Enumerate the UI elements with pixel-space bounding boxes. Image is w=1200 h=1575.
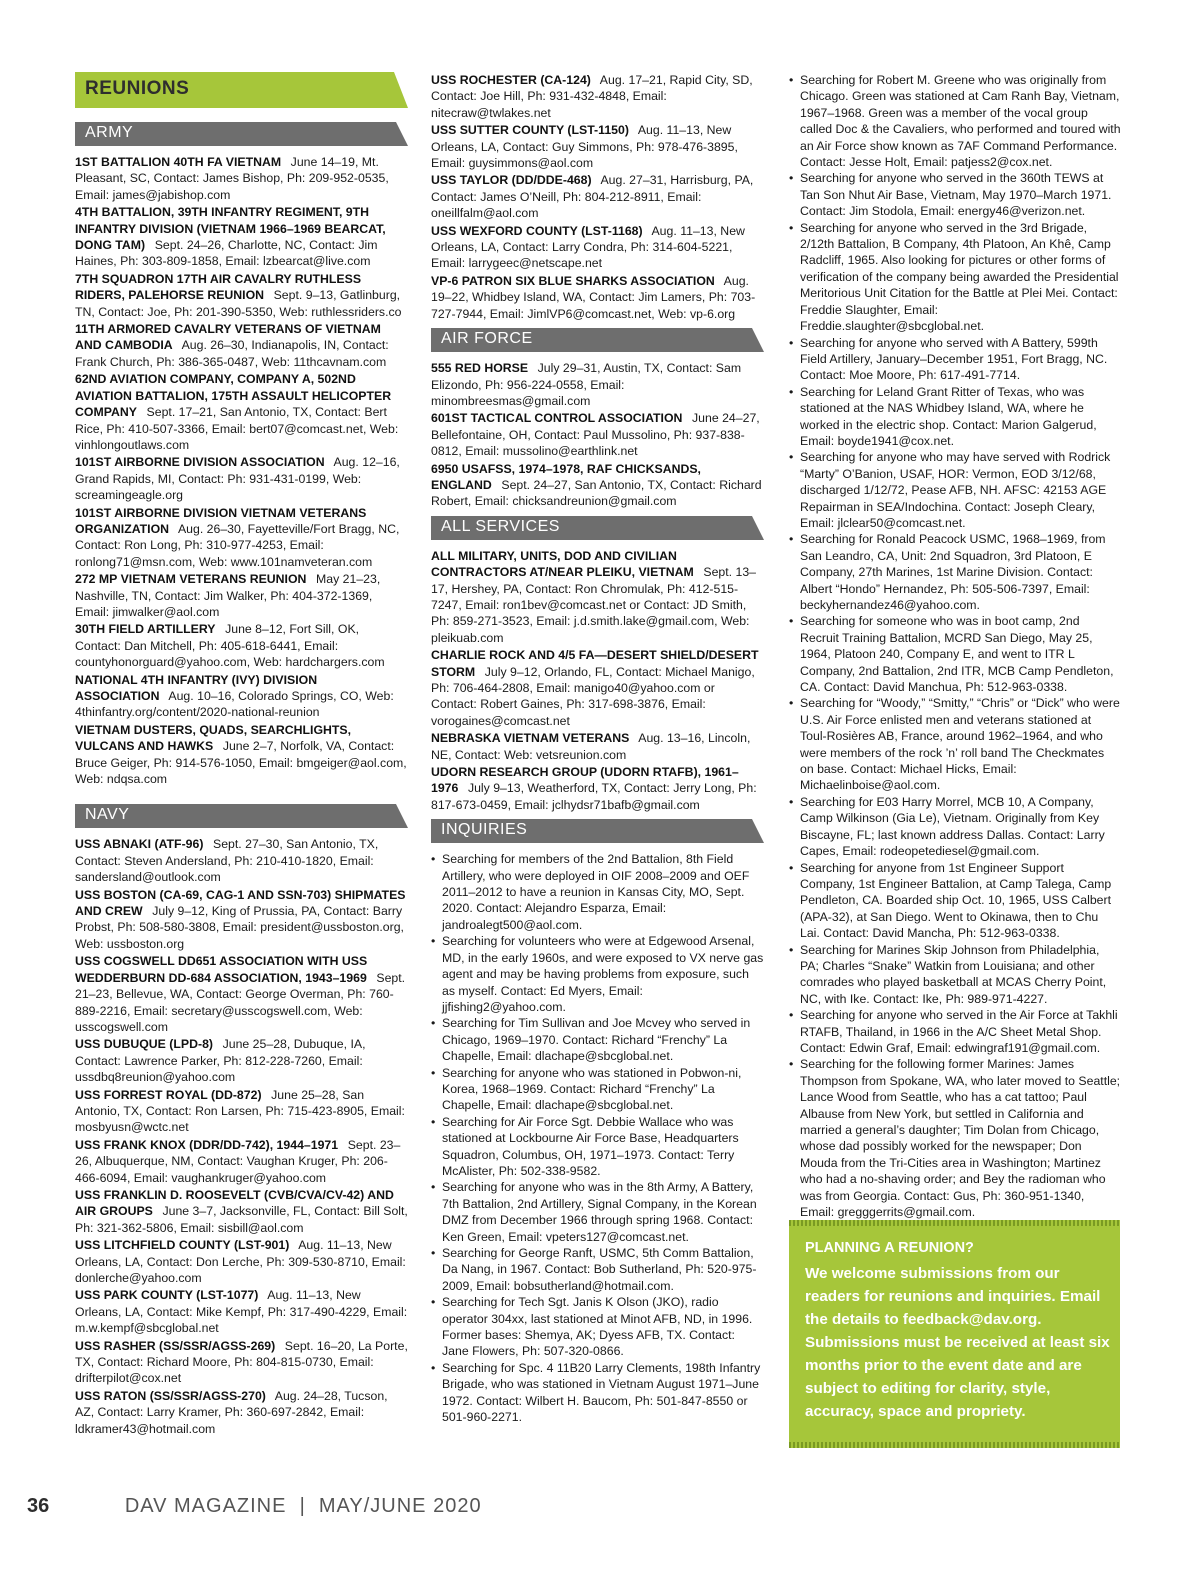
reunion-entry-name: USS LITCHFIELD COUNTY (LST-901) xyxy=(75,1238,290,1253)
reunion-entry-details: July 9–12, King of Prussia, PA, Contact: Barry Probst, Ph: 508-580-3808, Email: president@ussboston.org, Web: ussboston.org xyxy=(75,904,404,951)
reunion-entry-name: USS ROCHESTER (CA-124) xyxy=(431,73,591,87)
reunion-entry-name: NATIONAL 4TH INFANTRY (IVY) DIVISION ASSOCIATION xyxy=(75,672,318,703)
reunion-entry-name: 601ST TACTICAL CONTROL ASSOCIATION xyxy=(431,411,683,426)
reunion-entry-name: 272 MP VIETNAM VETERANS REUNION xyxy=(75,572,307,587)
army-section-header xyxy=(75,122,408,146)
reunion-entry-name: USS WEXFORD COUNTY (LST-1168) xyxy=(431,223,643,238)
planning-reunion-box xyxy=(789,1220,1120,1448)
army-list xyxy=(75,154,408,787)
reunion-entry-details: June 25–28, San Antonio, TX, Contact: Ron Larsen, Ph: 715-423-8905, Email: mosbyusn@wctc.net xyxy=(75,1087,405,1135)
page-number: 36 xyxy=(27,1495,50,1517)
reunion-entry-details: Sept. 13–17, Hershey, PA, Contact: Ron Chromulak, Ph: 412-515-7247, Email: ron1bev@comcast.net or Contact: JD Smith, Ph: 859-271-3523, Email: j.d.smith.lake@gmail.com, Web: pleikuab.com xyxy=(431,565,757,645)
army-heading: ARMY xyxy=(85,124,134,141)
reunion-entry xyxy=(75,887,408,953)
reunion-entry-details: Aug. 12–16, Grand Rapids, MI, Contact: Ph: 931-431-0199, Web: screamingeagle.org xyxy=(75,455,400,503)
inquiry-item: • Searching for anyone who served in the 3rd Brigade, 2/12th Battalion, B Company, 4th Platoon, An Khê, Camp Radcliff, 1965. Also looking for pictures or other forms of verification of the company being awarded the Presidential Meritorious Unit Citation for the Battle at Plei Mei. Contact: Freddie Slaughter, Email: Freddie.slaughter@sbcglobal.net. xyxy=(789,220,1121,335)
reunion-entry-name: USS PARK COUNTY (LST-1077) xyxy=(75,1288,259,1303)
inquiry-item: • Searching for anyone who may have served with Rodrick “Marty” O’Banion, USAF, HOR: Vermon, EOD 3/12/68, discharged 1/12/72, Pease AFB, NH. AFSC: 42153 AGE Repairman in SEA/Indochina. Contact: Joseph Cleary, Email: jlclear50@comcast.net. xyxy=(789,449,1121,531)
reunion-entry-details: Sept. 21–23, Bellevue, WA, Contact: George Overman, Ph: 760-889-2216, Email: secretary@usscogswell.com, Web: usscogswell.com xyxy=(75,970,406,1034)
reunion-entry-details: Aug. 11–13, New Orleans, LA, Contact: Mike Kempf, Ph: 317-490-4229, Email: m.w.kempf@sbcglobal.net xyxy=(75,1288,408,1336)
inquiry-item: • Searching for Leland Grant Ritter of Texas, who was stationed at the NAS Whidbey Island, WA, where he worked in the electric shop. Contact: Marion Galgerud, Email: boyde1941@cox.net. xyxy=(789,384,1121,450)
reunion-entry xyxy=(75,722,408,788)
reunion-entry xyxy=(431,461,764,510)
inquiry-item: • Searching for anyone who served in the 360th TEWS at Tan Son Nhut Air Base, Vietnam, May 1970–March 1971. Contact: Jim Stodola, Email: energy46@verizon.net. xyxy=(789,170,1121,219)
reunion-entry-details: Aug. 11–13, New Orleans, LA, Contact: Guy Simmons, Ph: 978-476-3895, Email: guysimmons@aol.com xyxy=(431,123,738,171)
reunion-entry-details: Aug. 17–21, Rapid City, SD, Contact: Joe Hill, Ph: 931-432-4848, Email: nitecraw@twlakes.net xyxy=(431,73,753,120)
reunion-entry xyxy=(431,223,764,272)
inquiry-item: • Searching for anyone who was stationed in Pobwon-ni, Korea, 1968–1969. Contact: Richard “Frenchy” La Chapelle, Email: dlachape@sbcglobal.net. xyxy=(431,1065,764,1114)
reunion-entry-name: VIETNAM DUSTERS, QUADS, SEARCHLIGHTS, VULCANS AND HAWKS xyxy=(75,722,352,754)
reunion-entry-details: Sept. 24–26, Charlotte, NC, Contact: Jim Haines, Ph: 303-809-1858, Email: lzbearcat@live.com xyxy=(75,238,378,269)
reunion-entry xyxy=(75,1338,408,1387)
inquiry-item: • Searching for anyone who served in the Air Force at Takhli RTAFB, Thailand, in 1966 in the A/C Sheet Metal Shop. Contact: Edwin Graf, Email: edwingraf191@gmail.com. xyxy=(789,1007,1121,1056)
inquiries-section-header xyxy=(431,819,764,843)
reunion-entry-details: Aug. 11–13, New Orleans, LA, Contact: Larry Condra, Ph: 314-604-5221, Email: larrygeec@netscape.net xyxy=(431,223,745,271)
reunion-entry-name: 101ST AIRBORNE DIVISION ASSOCIATION xyxy=(75,455,325,470)
airforce-list xyxy=(431,360,764,510)
reunion-entry-details: Sept. 17–21, San Antonio, TX, Contact: Bert Rice, Ph: 410-507-3366, Email: bert07@comcast.net, Web: vinhlongoutlaws.com xyxy=(75,405,399,452)
reunion-entry xyxy=(431,548,764,646)
reunion-entry-details: June 14–19, Mt. Pleasant, SC, Contact: James Bishop, Ph: 209-952-0535, Email: james@jabishop.com xyxy=(75,155,389,202)
inquiry-item: • Searching for anyone from 1st Engineer Support Company, 1st Engineer Battalion, at Camp Talega, Camp Pendleton, CA. Boarded ship Oct. 10, 1965, USS Calbert (APA-32), at San Diego. Went to Okinawa, then to Chu Lai. Contact: David Mancha, Ph: 512-963-0338. xyxy=(789,860,1121,942)
reunion-entry-details: July 29–31, Austin, TX, Contact: Sam Elizondo, Ph: 956-224-0558, Email: minombreesmas@gmail.com xyxy=(431,361,742,408)
airforce-heading: AIR FORCE xyxy=(441,330,533,348)
reunion-entry xyxy=(75,672,408,721)
reunion-entry-details: May 21–23, Nashville, TN, Contact: Jim Walker, Ph: 404-372-1369, Email: jimwalker@aol.com xyxy=(75,572,381,619)
reunion-entry-details: July 9–12, Orlando, FL, Contact: Michael Manigo, Ph: 706-464-2808, Email: manigo40@yahoo.com or Contact: Robert Gaines, Ph: 317-698-3876, Email: vorogaines@comcast.net xyxy=(431,664,755,728)
reunion-entry-details: June 25–28, Dubuque, IA, Contact: Lawrence Parker, Ph: 812-228-7260, Email: ussdbq8reunion@yahoo.com xyxy=(75,1037,366,1085)
reunion-entry-name: USS FRANK KNOX (DDR/DD-742), 1944–1971 xyxy=(75,1137,339,1152)
reunion-entry-name: 1ST BATTALION 40TH FA VIETNAM xyxy=(75,155,282,169)
reunion-entry-details: Aug. 27–31, Harrisburg, PA, Contact: James O’Neill, Ph: 804-212-8911, Email: oneillfalm@aol.com xyxy=(431,173,754,221)
airforce-section-header xyxy=(431,328,764,352)
reunion-entry xyxy=(431,122,764,171)
reunion-entry xyxy=(75,371,408,453)
reunion-entry-details: June 2–7, Norfolk, VA, Contact: Bruce Geiger, Ph: 914-576-1050, Email: bmgeiger@aol.com, Web: ndqsa.com xyxy=(75,739,407,787)
reunion-entry xyxy=(75,1087,408,1136)
reunion-entry-name: USS ABNAKI (ATF-96) xyxy=(75,837,204,852)
reunion-entry-details: Sept. 23–26, Albuquerque, NM, Contact: Vaughan Kruger, Ph: 206-466-6094, Email: vaughankruger@yahoo.com xyxy=(75,1137,401,1185)
reunion-entry xyxy=(431,764,764,813)
inquiry-item: • Searching for members of the 2nd Battalion, 8th Field Artillery, who were deployed in OIF 2008–2009 and OEF 2011–2012 to have a reunion in Kansas City, MO, Sept. 2020. Contact: Alejandro Esparza, Email: jandroalegt500@aol.com. xyxy=(431,851,764,933)
reunion-entry xyxy=(75,1036,408,1085)
reunion-entry xyxy=(75,1237,408,1286)
reunion-entry-name: 6950 USAFSS, 1974–1978, RAF CHICKSANDS, ENGLAND xyxy=(431,461,701,492)
reunion-entry xyxy=(431,410,764,459)
reunion-entry-name: VP-6 PATRON SIX BLUE SHARKS ASSOCIATION xyxy=(431,273,715,288)
reunion-entry-name: 4TH BATTALION, 39TH INFANTRY REGIMENT, 9TH INFANTRY DIVISION (VIETNAM 1966–1969 BEARCAT, DONG TAM) xyxy=(75,205,386,253)
reunion-entry-details: Aug. 26–30, Fayetteville/Fort Bragg, NC, Contact: Ron Long, Ph: 310-977-4253, Email: ronlong71@msn.com, Web: www.101namveteran.com xyxy=(75,521,400,569)
reunion-entry-name: 30TH FIELD ARTILLERY xyxy=(75,622,216,637)
allservices-heading: ALL SERVICES xyxy=(441,517,560,535)
reunion-entry xyxy=(75,571,408,620)
reunion-entry-name: 62ND AVIATION COMPANY, COMPANY A, 502ND AVIATION BATTALION, 175TH ASSAULT HELICOPTER COMPANY xyxy=(75,372,392,420)
reunion-entry-name: 7TH SQUADRON 17TH AIR CAVALRY RUTHLESS RIDERS, PALEHORSE REUNION xyxy=(75,271,362,303)
reunion-entry xyxy=(431,360,764,409)
reunion-entry xyxy=(75,204,408,270)
inquiry-item: • Searching for Tech Sgt. Janis K Olson (JKO), radio operator 304xx, last stationed at Minot AFB, ND, in 1996. Former bases: Shemya, AK; Dyess AFB, TX. Contact: Jane Flowers, Ph: 507-320-0866. xyxy=(431,1294,764,1360)
reunion-entry-details: June 24–27, Bellefontaine, OH, Contact: Paul Mussolino, Ph: 937-838-0812, Email: mussolino@earthlink.net xyxy=(431,411,760,459)
inquiry-item: • Searching for Robert M. Greene who was originally from Chicago. Green was stationed at Cam Ranh Bay, Vietnam, 1967–1968. Green was a member of the vocal group called Doc & the Cavaliers, who performed and toured with an Air Force show known as 7AF Command Performance. Contact: Jesse Holt, Email: patjess2@cox.net. xyxy=(789,72,1121,170)
reunion-entry-name: USS FORREST ROYAL (DD-872) xyxy=(75,1087,262,1102)
reunion-entry-name: 11TH ARMORED CAVALRY VETERANS OF VIETNAM AND CAMBODIA xyxy=(75,322,381,353)
reunion-entry-name: 555 RED HORSE xyxy=(431,361,529,376)
reunion-entry-details: Aug. 26–30, Indianapolis, IN, Contact: Frank Church, Ph: 386-365-0487, Web: 11thcavnam.com xyxy=(75,338,389,369)
reunion-entry xyxy=(75,1137,408,1186)
magazine-issue: DAV MAGAZINE | MAY/JUNE 2020 xyxy=(124,1495,482,1517)
reunion-entry xyxy=(75,621,408,670)
inquiries-list-part-1 xyxy=(431,851,764,1425)
reunion-entry xyxy=(75,953,408,1035)
reunion-entry-details: Sept. 27–30, San Antonio, TX, Contact: Steven Andersland, Ph: 210-410-1820, Email: sandersland@outlook.com xyxy=(75,837,379,885)
reunion-entry xyxy=(75,271,408,320)
navy-list-part-2 xyxy=(431,72,764,322)
inquiry-item: • Searching for anyone who was in the 8th Army, A Battery, 7th Battalion, 2nd Artillery, Signal Company, in the Korean DMZ from December 1966 through spring 1968. Contact: Ken Green, Email: vpeters127@comcast.net. xyxy=(431,1179,764,1245)
reunion-entry xyxy=(75,454,408,503)
inquiry-item: • Searching for anyone who served with A Battery, 599th Field Artillery, January–December 1951, Fort Bragg, NC. Contact: Moe Moore, Ph: 617-491-7714. xyxy=(789,335,1121,384)
inquiries-list-part-2 xyxy=(789,72,1121,1220)
reunion-entry xyxy=(431,730,764,763)
reunion-entry-details: Sept. 16–20, La Porte, TX, Contact: Richard Moore, Ph: 804-815-0730, Email: drifterpilot@cox.net xyxy=(75,1338,408,1386)
reunion-entry-name: USS SUTTER COUNTY (LST-1150) xyxy=(431,123,629,138)
reunion-entry-name: NEBRASKA VIETNAM VETERANS xyxy=(431,731,630,746)
navy-list-part-1 xyxy=(75,836,408,1437)
reunion-entry-details: July 9–13, Weatherford, TX, Contact: Jerry Long, Ph: 817-673-0459, Email: jclhydsr71bafb@gmail.com xyxy=(431,781,757,812)
column-1 xyxy=(75,72,408,1438)
reunion-entry xyxy=(75,1187,408,1236)
reunion-entry-name: USS RATON (SS/SSR/AGSS-270) xyxy=(75,1388,266,1403)
reunion-entry-name: CHARLIE ROCK AND 4/5 FA—DESERT SHIELD/DESERT STORM xyxy=(431,648,759,679)
reunion-entry-details: Sept. 9–13, Gatlinburg, TN, Contact: Joe, Ph: 201-390-5350, Web: ruthlessriders.co xyxy=(75,288,402,319)
navy-heading: NAVY xyxy=(85,806,130,824)
reunion-entry xyxy=(75,321,408,370)
planning-body: We welcome submissions from our readers for reunions and inquiries. Email the details to feedback@dav.org. Submissions must be received at least six months prior to the event date and are subject to editing for clarity, style, accuracy, space and propriety. xyxy=(805,1265,1110,1420)
inquiry-item: • Searching for Tim Sullivan and Joe Mcvey who served in Chicago, 1969–1970. Contact: Richard “Frenchy” La Chapelle, Email: dlachape@sbcglobal.net. xyxy=(431,1015,764,1064)
reunion-entry-details: Aug. 10–16, Colorado Springs, CO, Web: 4thinfantry.org/content/2020-national-reunion xyxy=(75,689,394,720)
inquiry-item: • Searching for Air Force Sgt. Debbie Wallace who was stationed at Lockbourne Air Force Base, Headquarters Squadron, Columbus, OH, 1971–1973. Contact: Terry McAlister, Ph: 502-338-9582. xyxy=(431,1114,764,1180)
inquiry-item: • Searching for E03 Harry Morrel, MCB 10, A Company, Camp Wilkinson (Gia Le), Vietnam. Originally from Key Biscayne, FL; last known address Dallas. Contact: Larry Capes, Email: rodeopetediesel@gmail.com. xyxy=(789,794,1121,860)
inquiry-item: • Searching for Marines Skip Johnson from Philadelphia, PA; Charles “Snake” Watkin from Louisiana; and other comrades who played basketball at MCAS Cherry Point, NC, with Ike. Contact: Ike, Ph: 989-971-4227. xyxy=(789,942,1121,1008)
page-title: REUNIONS xyxy=(85,78,190,99)
inquiry-item: • Searching for Ronald Peacock USMC, 1968–1969, from San Leandro, CA, Unit: 2nd Squadron, 3rd Platoon, E Company, 27th Marines, 1st Marine Division. Contact: Albert “Hondo” Hernandez, Ph: 505-506-7397, Email: beckyhernandez46@yahoo.com. xyxy=(789,531,1121,613)
inquiry-item: • Searching for Spc. 4 11B20 Larry Clements, 198th Infantry Brigade, who was stationed in Vietnam August 1971–June 1972. Contact: Wilbert H. Baucom, Ph: 501-847-8550 or 501-960-2271. xyxy=(431,1360,764,1426)
reunion-entry-name: USS FRANKLIN D. ROOSEVELT (CVB/CVA/CV-42) AND AIR GROUPS xyxy=(75,1187,394,1219)
allservices-list xyxy=(431,548,764,814)
reunion-entry-name: USS BOSTON (CA-69, CAG-1 AND SSN-703) SHIPMATES AND CREW xyxy=(75,887,406,919)
inquiries-heading: INQUIRIES xyxy=(441,821,528,839)
inquiry-item: • Searching for someone who was in boot camp, 2nd Recruit Training Battalion, MCRD San Diego, May 25, 1964, Platoon 240, Company E, and went to ITR L Company, 2nd Battalion, 2nd ITR, MCB Camp Pendleton, CA. Contact: David Manchua, Ph: 512-963-0338. xyxy=(789,613,1121,695)
navy-section-header xyxy=(75,804,408,828)
reunion-entry xyxy=(431,647,764,729)
reunion-entry-details: Aug. 19–22, Whidbey Island, WA, Contact: Jim Lamers, Ph: 703-727-7944, Email: JimlVP6@comcast.net, Web: vp-6.org xyxy=(431,273,756,321)
reunion-entry xyxy=(75,836,408,885)
reunion-entry-name: ALL MILITARY, UNITS, DOD AND CIVILIAN CONTRACTORS AT/NEAR PLEIKU, VIETNAM xyxy=(431,548,694,580)
planning-title: PLANNING A REUNION? xyxy=(805,1240,974,1256)
reunion-entry-name: USS DUBUQUE (LPD-8) xyxy=(75,1037,214,1052)
inquiry-item: • Searching for George Ranft, USMC, 5th Comm Battalion, Da Nang, in 1967. Contact: Bob Sutherland, Ph: 520-975-2009, Email: bobsutherland@hotmail.com. xyxy=(431,1245,764,1294)
page-footer xyxy=(27,1495,482,1518)
reunion-entry xyxy=(75,1287,408,1336)
reunion-entry xyxy=(431,72,764,121)
reunion-entry xyxy=(75,505,408,571)
reunion-entry-details: Sept. 24–27, San Antonio, TX, Contact: Richard Robert, Email: chicksandreunion@gmail.com xyxy=(431,477,762,509)
reunion-entry-name: UDORN RESEARCH GROUP (UDORN RTAFB), 1961–1976 xyxy=(431,765,739,796)
allservices-section-header xyxy=(431,516,764,540)
reunion-entry xyxy=(431,273,764,322)
reunion-entry-details: Aug. 24–28, Tucson, AZ, Contact: Larry Kramer, Ph: 360-697-2842, Email: ldkramer43@hotmail.com xyxy=(75,1388,388,1436)
reunion-entry xyxy=(431,172,764,221)
reunion-entry xyxy=(75,1388,408,1437)
reunion-entry-details: Aug. 13–16, Lincoln, NE, Contact: Web: vetsreunion.com xyxy=(431,731,751,762)
reunion-entry-name: USS COGSWELL DD651 ASSOCIATION WITH USS WEDDERBURN DD-684 ASSOCIATION, 1943–1969 xyxy=(75,954,368,985)
column-3 xyxy=(789,72,1121,1220)
reunion-entry-name: USS RASHER (SS/SSR/AGSS-269) xyxy=(75,1338,276,1353)
reunions-title-bar xyxy=(75,72,408,108)
reunion-entry-details: June 8–12, Fort Sill, OK, Contact: Dan Mitchell, Ph: 405-618-6441, Email: countyhonorguard@yahoo.com, Web: hardchargers.com xyxy=(75,622,385,670)
reunion-entry-details: June 3–7, Jacksonville, FL, Contact: Bill Solt, Ph: 321-362-5806, Email: sisbill@aol.com xyxy=(75,1204,408,1235)
reunion-entry-details: Aug. 11–13, New Orleans, LA, Contact: Don Lerche, Ph: 309-530-8710, Email: donlerche@yahoo.com xyxy=(75,1238,406,1285)
reunion-entry-name: USS TAYLOR (DD/DDE-468) xyxy=(431,173,592,188)
inquiry-item: • Searching for volunteers who were at Edgewood Arsenal, MD, in the early 1960s, and were exposed to VX nerve gas agent and may be having problems from exposure, such as myself. Contact: Ed Myers, Email: jjfishing2@yahoo.com. xyxy=(431,933,764,1015)
column-2 xyxy=(431,72,764,1425)
reunion-entry-name: 101ST AIRBORNE DIVISION VIETNAM VETERANS ORGANIZATION xyxy=(75,505,367,536)
inquiry-item: • Searching for “Woody,” “Smitty,” “Chris” or “Dick” who were U.S. Air Force enlisted men and veterans stationed at Toul-Rosières AB, France, around 1962–1964, and who were members of the rock ’n’ roll band The Checkmates on base. Contact: Michael Hicks, Email: Michaelinboise@aol.com. xyxy=(789,695,1121,793)
reunion-entry xyxy=(75,154,408,203)
inquiry-item: • Searching for the following former Marines: James Thompson from Spokane, WA, who later moved to Seattle; Lance Wood from Seattle, who has a cat tattoo; Paul Albause from New York, but settled in California and married a general’s daughter; Tim Dolan from Chicago, whose dad possibly worked for the newspaper; Don Mouda from the Tri-Cities area in Washington; Martinez who had a no-shaving order; and Bey the radioman who was from Georgia. Contact: Gus, Ph: 360-951-1340, Email: gregggerrits@gmail.com. xyxy=(789,1056,1121,1220)
